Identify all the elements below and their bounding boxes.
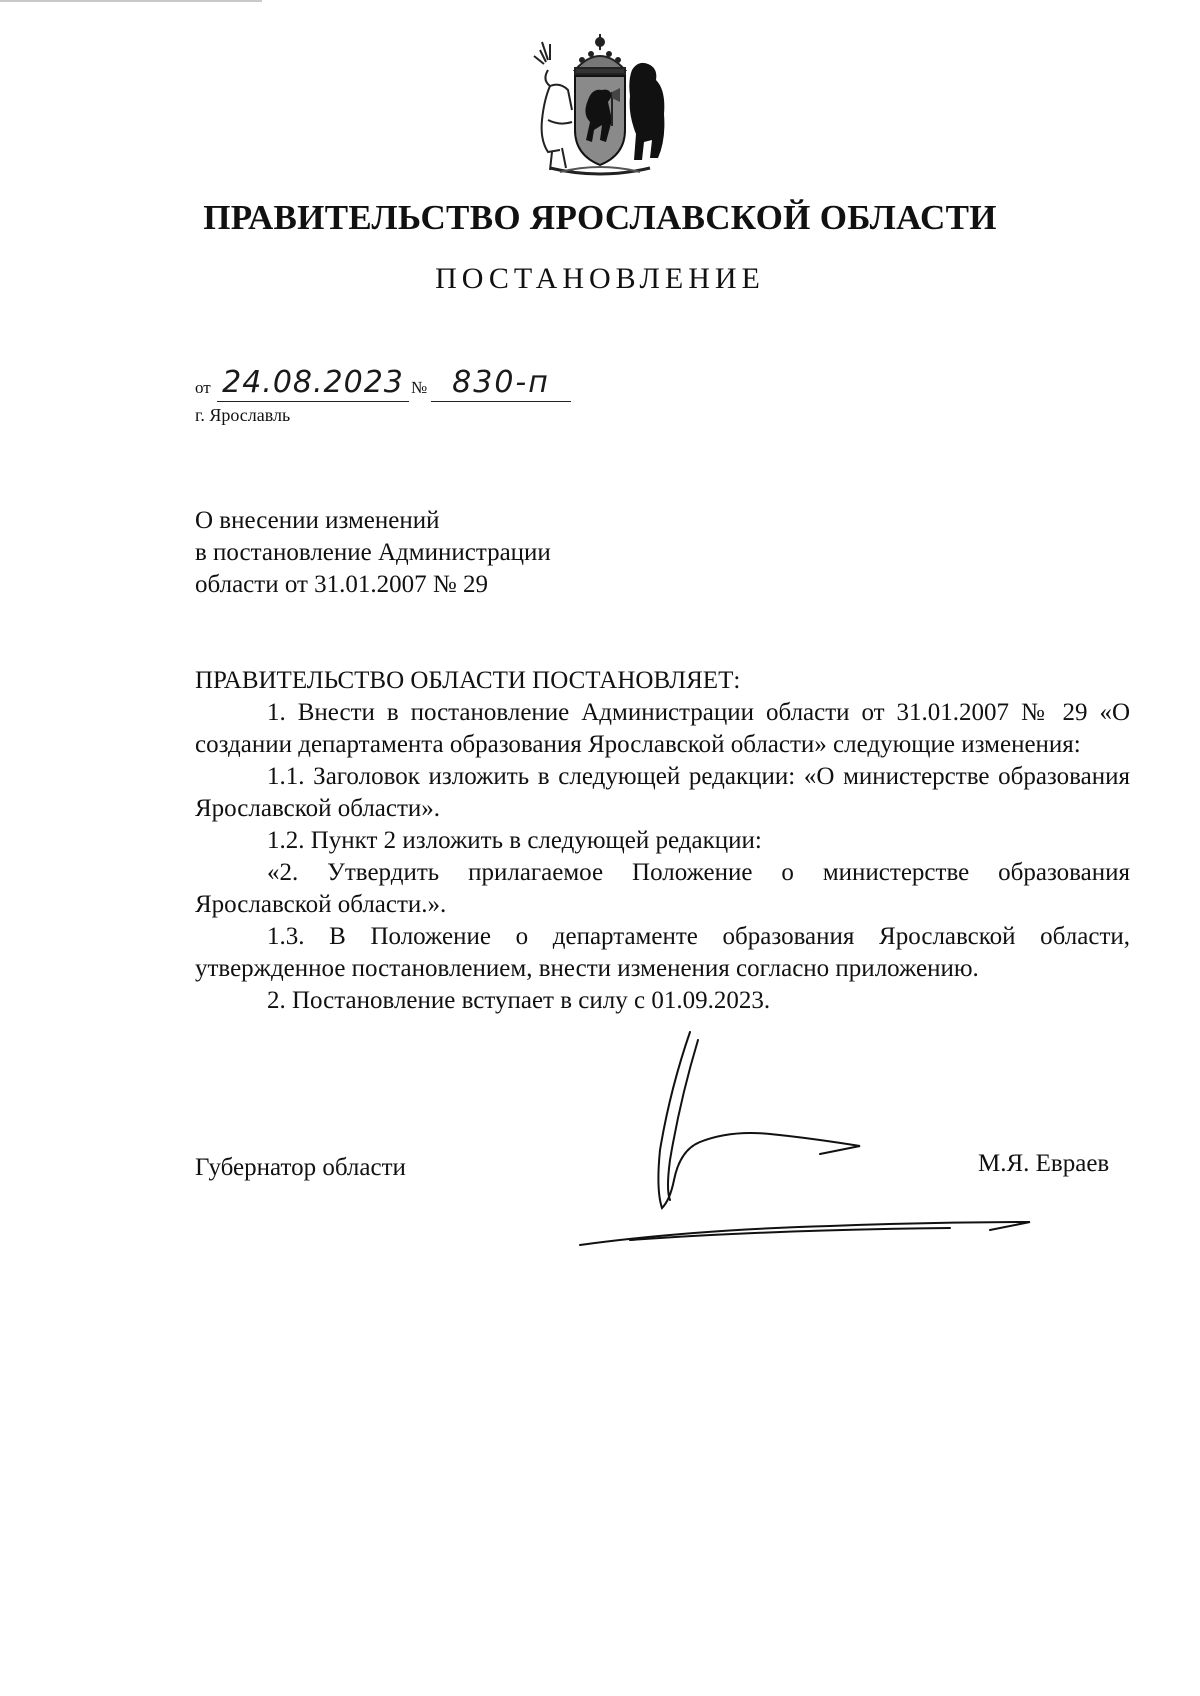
decree-paragraph: 1.3. В Положение о департаменте образования Ярославской области, утвержденное постановлением, внести изменения согласно приложению.: [195, 923, 1130, 982]
number-sign: №: [411, 378, 428, 397]
decree-heading: ПРАВИТЕЛЬСТВО ОБЛАСТИ ПОСТАНОВЛЯЕТ:: [195, 667, 741, 694]
city: г. Ярославль: [195, 405, 291, 425]
signature-icon: [570, 1030, 1050, 1250]
decree-body: [195, 697, 1130, 1017]
signer-name: М.Я. Евраев: [978, 1150, 1110, 1177]
signer-position: Губернатор области: [195, 1154, 406, 1181]
subject-line: области от 31.01.2007 № 29: [195, 571, 489, 598]
subject-line: в постановление Администрации: [195, 539, 551, 566]
decree-paragraph: 1.2. Пункт 2 изложить в следующей редакции:: [267, 827, 762, 854]
government-title: ПРАВИТЕЛЬСТВО ЯРОСЛАВСКОЙ ОБЛАСТИ: [203, 198, 997, 237]
decree-paragraph: 1.1. Заголовок изложить в следующей редакции: «О министерстве образования Ярославской области».: [195, 763, 1130, 822]
decree-paragraph: 1. Внести в постановление Администрации области от 31.01.2007 № 29 «О создании департамента образования Ярославской области» следующие изменения:: [195, 699, 1130, 758]
document-date: 24.08.2023: [217, 365, 409, 402]
registration-line: [195, 360, 645, 406]
scan-edge-mark: [0, 0, 262, 2]
subject-line: О внесении изменений: [195, 507, 440, 534]
document-number: 830-п: [431, 365, 571, 402]
date-prefix: от: [195, 378, 211, 397]
document-subject: [195, 505, 551, 601]
coat-of-arms-icon: [520, 30, 680, 180]
decree-paragraph: «2. Утвердить прилагаемое Положение о министерстве образования Ярославской области.».: [195, 859, 1130, 918]
document-type: ПОСТАНОВЛЕНИЕ: [435, 262, 765, 295]
decree-paragraph: 2. Постановление вступает в силу с 01.09.2023.: [267, 987, 771, 1014]
